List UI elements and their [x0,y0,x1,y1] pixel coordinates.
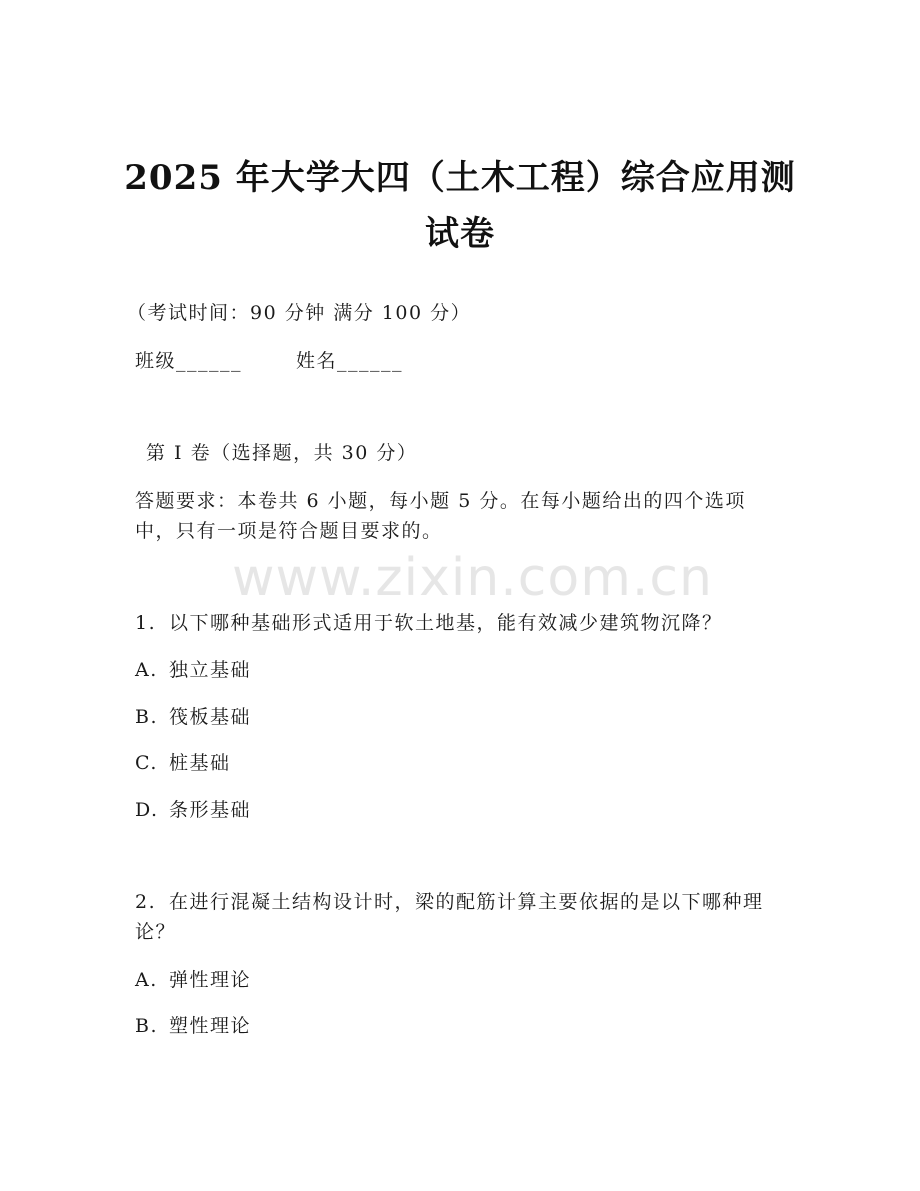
page-title: 2025 年大学大四（土木工程）综合应用测试卷 [124,158,796,254]
option-text: 塑性理论 [169,1015,252,1037]
option-label: B. [135,706,159,728]
question-2 [135,887,785,947]
question-2-option-b [135,1011,251,1041]
question-number: 2. [135,891,157,913]
instructions: 答题要求：本卷共 6 小题，每小题 5 分。在每小题给出的四个选项中，只有一项是符合题目要求的。 [135,490,746,542]
option-text: 独立基础 [169,659,252,681]
question-text: 在进行混凝土结构设计时，梁的配筋计算主要依据的是以下哪种理论？ [135,891,764,943]
question-text: 以下哪种基础形式适用于软土地基，能有效减少建筑物沉降？ [169,612,723,634]
question-number: 1. [135,612,157,634]
option-text: 筏板基础 [169,706,252,728]
question-1-option-d [135,795,251,825]
option-text: 桩基础 [169,752,231,774]
question-1 [135,608,723,638]
option-label: A. [135,659,158,681]
option-label: A. [135,969,158,991]
option-label: C. [135,752,158,774]
exam-info: （考试时间：90 分钟 满分 100 分） [127,302,472,324]
question-1-option-b [135,702,251,732]
option-label: D. [135,799,159,821]
watermark: www.zixin.com.cn [232,548,713,608]
section-title: 第 I 卷（选择题，共 30 分） [146,442,418,464]
question-2-option-a [135,965,251,995]
class-field: 班级______ [135,350,243,372]
class-name-row [135,346,403,376]
name-field: 姓名______ [296,350,404,372]
option-label: B. [135,1015,159,1037]
option-text: 弹性理论 [169,969,252,991]
question-1-option-a [135,655,251,685]
question-1-option-c [135,748,231,778]
option-text: 条形基础 [169,799,252,821]
